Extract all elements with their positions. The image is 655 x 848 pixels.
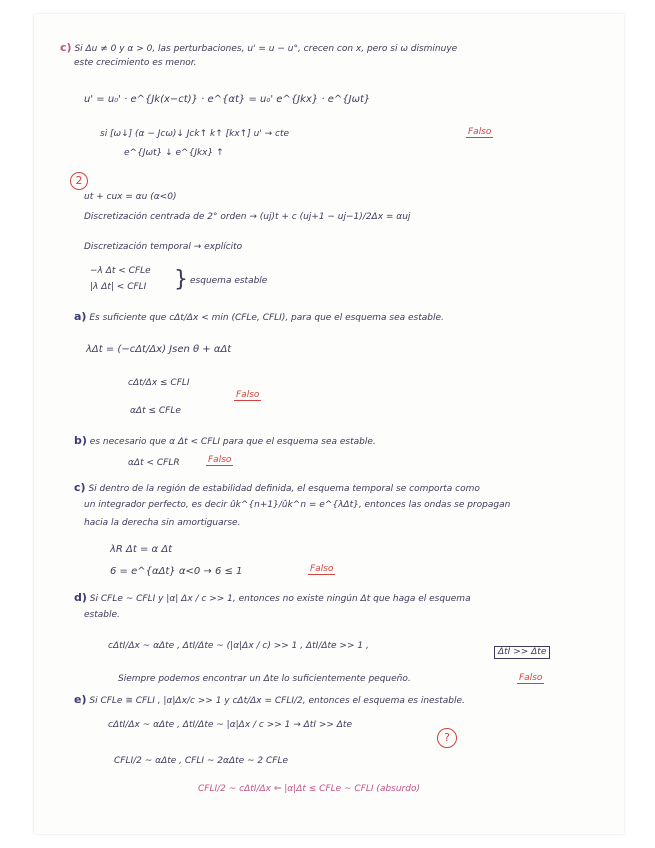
falso-mark-d: Falso [519, 673, 543, 683]
c2-text-1: Si dentro de la región de estabilidad definida, el esquema temporal se comporta como [88, 484, 480, 494]
c2-line-3: hacia la derecha sin amortiguarse. [84, 518, 241, 528]
c-equation-2: si [ω↓] (α − Jcω)↓ Jck↑ k↑ [kx↑] u' → cte [100, 129, 290, 139]
b-line [74, 435, 376, 448]
q2-condition-1: −λ Δt < CFLe [90, 266, 151, 276]
q2-stable-scheme: esquema estable [190, 276, 268, 286]
falso-mark-c: Falso [468, 127, 492, 137]
q2-condition-2: |λ Δt| < CFLI [90, 282, 147, 292]
c2-equation-2: 6 = e^{αΔt} α<0 → 6 ≤ 1 [110, 566, 243, 577]
notebook-page [34, 14, 624, 834]
q2-equation: ut + cux = αu (α<0) [84, 192, 177, 202]
e-equation-2: CFLI/2 ~ αΔte , CFLI ~ 2αΔte ~ 2 CFLe [114, 756, 289, 766]
c2-equation-1: λR Δt = α Δt [110, 544, 173, 555]
q2-discretization-1: Discretización centrada de 2° orden → (uj)t + c (uj+1 − uj−1)/2Δx = αuj [84, 212, 411, 222]
e-label: e) [74, 693, 87, 706]
a-equation-1: λΔt = (−cΔt/Δx) Jsen θ + αΔt [86, 344, 232, 355]
b-text: es necesario que α Δt < CFLI para que el esquema sea estable. [89, 437, 376, 447]
e-line-1 [74, 694, 465, 707]
c2-line-1 [74, 482, 480, 495]
a-equation-3: αΔt ≤ CFLe [130, 406, 181, 416]
falso-mark-c2: Falso [310, 564, 334, 574]
c2-line-2: un integrador perfecto, es decir ûk^{n+1}/ûk^n = e^{λΔt}, entonces las ondas se propagan [84, 500, 511, 510]
d-line-1 [74, 592, 471, 605]
d-label: d) [74, 591, 87, 604]
d-line-2: estable. [84, 610, 120, 620]
brace-symbol: } [174, 267, 188, 292]
q2-discretization-2: Discretización temporal → explícito [84, 242, 243, 252]
a-label: a) [74, 310, 87, 323]
c-text-1: Si Δu ≠ 0 y α > 0, las perturbaciones, u' = u − u°, crecen con x, pero si ω disminuye [74, 44, 458, 54]
e-equation-3: CFLI/2 ~ cΔtI/Δx ⇐ |α|Δt ≤ CFLe ~ CFLI (absurdo) [198, 784, 420, 794]
b-equation: αΔt < CFLR [128, 458, 180, 468]
c-label: c) [60, 41, 72, 54]
c2-label: c) [74, 481, 86, 494]
c-equation-1: u' = u₀' · e^{Jk(x−ct)} · e^{αt} = u₀' e^{Jkx} · e^{Jωt} [84, 94, 371, 105]
question-2-number: 2 [70, 172, 88, 190]
b-label: b) [74, 434, 87, 447]
e-text-1: Si CFLe ≅ CFLI , |α|Δx/c >> 1 y cΔt/Δx = CFLI/2, entonces el esquema es inestable. [89, 696, 465, 706]
c-line-1 [60, 42, 457, 55]
d-text-1: Si CFLe ~ CFLI y |α| Δx / c >> 1, entonces no existe ningún Δt que haga el esquema [89, 594, 471, 604]
d-note: Siempre podemos encontrar un Δte lo suficientemente pequeño. [118, 674, 411, 684]
d-boxed-result: ΔtI >> Δte [494, 646, 550, 659]
a-text: Es suficiente que cΔt/Δx < min (CFLe, CFLI), para que el esquema sea estable. [89, 313, 444, 323]
a-equation-2: cΔt/Δx ≤ CFLI [128, 378, 190, 388]
c-equation-3: e^{Jωt} ↓ e^{Jkx} ↑ [124, 148, 224, 158]
a-line [74, 311, 444, 324]
d-equation: cΔtI/Δx ~ αΔte , ΔtI/Δte ~ (|α|Δx / c) >> 1 , ΔtI/Δte >> 1 , [108, 641, 369, 651]
question-mark-circle: ? [437, 728, 457, 748]
falso-mark-b: Falso [208, 455, 232, 465]
falso-mark-a: Falso [236, 390, 260, 400]
e-equation-1: cΔtI/Δx ~ αΔte , ΔtI/Δte ~ |α|Δx / c >> 1 → ΔtI >> Δte [108, 720, 353, 730]
c-line-2: este crecimiento es menor. [74, 58, 197, 68]
